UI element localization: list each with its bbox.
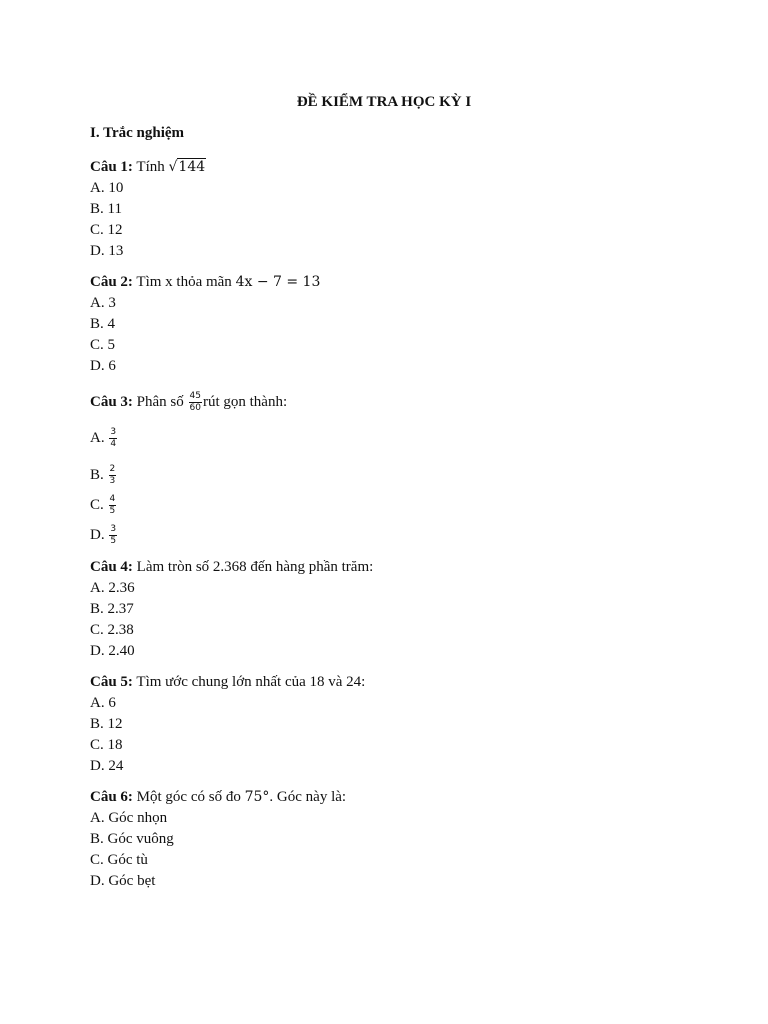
question-2-option-d: D. 6 [90, 358, 116, 374]
question-2-label: Câu 2: [90, 274, 133, 290]
question-5-option-a: A. 6 [90, 695, 116, 711]
question-6-text-before: Một góc có số đo [132, 789, 245, 805]
question-2-option-c: C. 5 [90, 337, 116, 353]
question-1-label: Câu 1: [90, 159, 133, 175]
fraction-denominator: 5 [109, 506, 116, 517]
question-3-option-d [90, 520, 287, 550]
equation: 4x − 7 = 13 [235, 274, 321, 290]
option-prefix: A. [90, 430, 109, 446]
question-4-option-c: C. 2.38 [90, 622, 134, 638]
option-prefix: D. [90, 527, 109, 543]
question-2-text: Tìm x thỏa mãn [132, 274, 236, 290]
question-5-option-b: B. 12 [90, 716, 123, 732]
question-4-text: Làm tròn số 2.368 đến hàng phần trăm: [132, 559, 374, 575]
question-6-stem [90, 787, 346, 808]
fraction-denominator: 60 [189, 403, 201, 414]
question-3-option-c [90, 490, 287, 520]
angle-value: 75° [244, 789, 270, 805]
question-5-option-d: D. 24 [90, 758, 124, 774]
question-6-option-d: D. Góc bẹt [90, 873, 156, 889]
section-heading: I. Trắc nghiệm [90, 125, 185, 141]
square-root-expression: √144 [168, 159, 206, 175]
option-fraction [109, 428, 117, 449]
question-3-text-after: rút gọn thành: [202, 394, 288, 410]
question-4-stem [90, 557, 373, 578]
question-4-option-b: B. 2.37 [90, 601, 134, 617]
question-1-option-c: C. 12 [90, 222, 123, 238]
option-prefix: B. [90, 467, 108, 483]
question-4 [90, 557, 373, 662]
fraction-numerator: 4 [109, 494, 116, 505]
question-6-option-c: C. Góc tù [90, 852, 148, 868]
question-1 [90, 157, 206, 262]
question-5-stem [90, 672, 365, 693]
question-1-text: Tính [132, 159, 169, 175]
question-2-stem [90, 272, 320, 293]
question-5-text: Tìm ước chung lớn nhất của 18 và 24: [132, 674, 366, 690]
question-1-option-d: D. 13 [90, 243, 124, 259]
fraction [189, 392, 202, 413]
question-1-option-a: A. 10 [90, 180, 124, 196]
question-2-option-a: A. 3 [90, 295, 116, 311]
question-1-stem [90, 157, 206, 178]
fraction-numerator: 3 [110, 427, 117, 438]
question-3-text-before: Phân số [132, 394, 188, 410]
fraction-denominator: 3 [109, 476, 116, 487]
fraction-numerator: 2 [109, 464, 116, 475]
option-prefix: C. [90, 497, 108, 513]
question-5-label: Câu 5: [90, 674, 133, 690]
question-3-option-a [90, 420, 287, 456]
option-fraction [109, 465, 117, 486]
question-5-option-c: C. 18 [90, 737, 123, 753]
question-6-option-a: A. Góc nhọn [90, 810, 168, 826]
fraction-denominator: 5 [110, 536, 117, 547]
question-6-option-b: B. Góc vuông [90, 831, 174, 847]
question-3-label: Câu 3: [90, 394, 133, 410]
fraction-numerator: 3 [110, 524, 117, 535]
question-4-label: Câu 4: [90, 559, 133, 575]
question-6-label: Câu 6: [90, 789, 133, 805]
question-1-option-b: B. 11 [90, 201, 122, 217]
fraction-denominator: 4 [110, 439, 117, 450]
question-5 [90, 672, 365, 777]
question-4-option-a: A. 2.36 [90, 580, 135, 596]
option-fraction [109, 525, 117, 546]
question-6 [90, 787, 346, 892]
question-2-option-b: B. 4 [90, 316, 116, 332]
question-2 [90, 272, 320, 377]
option-fraction [109, 495, 117, 516]
exam-title: ĐỀ KIỂM TRA HỌC KỲ I [296, 94, 472, 110]
question-3-option-b [90, 460, 287, 490]
question-6-text-after: . Góc này là: [269, 789, 347, 805]
question-3 [90, 386, 287, 550]
question-3-stem [90, 386, 287, 418]
fraction-numerator: 45 [189, 391, 201, 402]
question-4-option-d: D. 2.40 [90, 643, 135, 659]
radicand: 144 [178, 159, 206, 175]
